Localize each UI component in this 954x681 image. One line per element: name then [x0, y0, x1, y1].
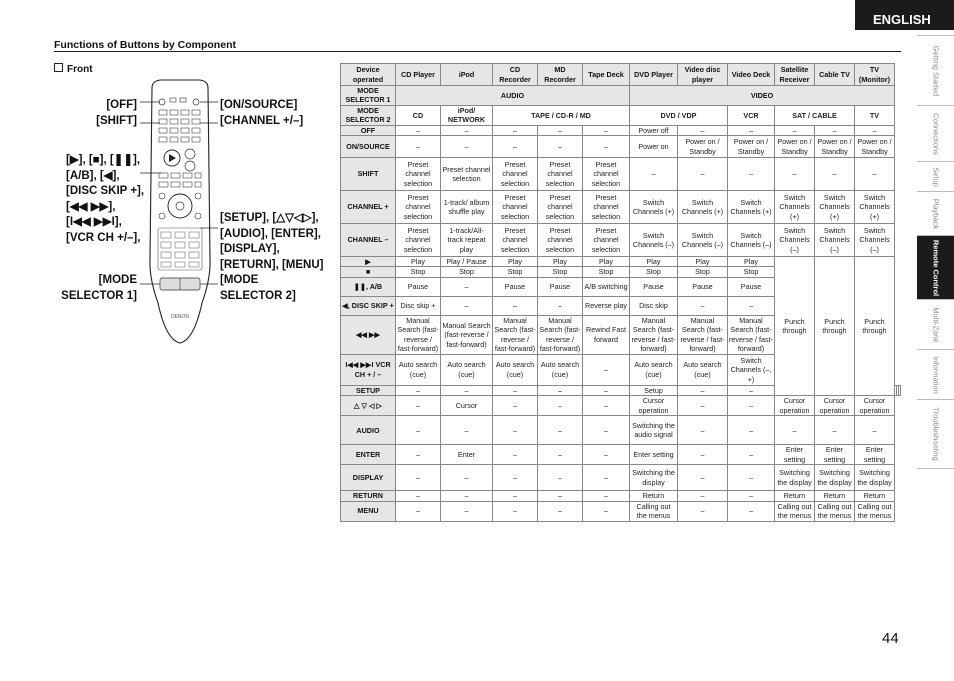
- table-cell: Satellite Receiver: [775, 64, 815, 86]
- title-rule: [54, 51, 901, 52]
- table-cell: Pause: [630, 277, 678, 296]
- table-cell: –: [728, 396, 775, 416]
- button-function-table: [340, 63, 901, 522]
- table-cell: Switching the audio signal: [630, 416, 678, 445]
- table-cell: Punch through: [815, 257, 855, 396]
- table-cell: VCR: [728, 105, 775, 125]
- side-tab-information[interactable]: [917, 349, 954, 399]
- table-cell: Manual Search (fast-reverse / fast-forward): [441, 315, 493, 354]
- table-cell: Cursor operation: [855, 396, 895, 416]
- table-cell: Preset channel selection: [493, 191, 538, 224]
- table-row: [341, 445, 901, 465]
- table-cell: –: [583, 125, 630, 135]
- table-cell: Punch through: [775, 257, 815, 396]
- table-cell: –: [678, 296, 728, 315]
- table-cell: iPod/ NETWORK: [441, 105, 493, 125]
- side-tab-getting-started[interactable]: [917, 35, 954, 105]
- table-cell: Enter setting: [630, 445, 678, 465]
- table-cell: Auto search (cue): [493, 354, 538, 385]
- table-cell: –: [493, 416, 538, 445]
- table-cell: –: [630, 158, 678, 191]
- table-cell: Preset channel selection: [583, 191, 630, 224]
- table-cell: A/B switching: [583, 277, 630, 296]
- table-cell: –: [396, 125, 441, 135]
- table-cell: Preset channel selection: [493, 158, 538, 191]
- table-cell: Enter setting: [815, 445, 855, 465]
- table-cell: Preset channel selection: [493, 224, 538, 257]
- table-row-label: ◀◀ ▶▶: [341, 315, 396, 354]
- table-cell: Return: [855, 491, 895, 501]
- table-cell: –: [678, 385, 728, 395]
- table-cell: Play: [538, 257, 583, 267]
- table-cell: –: [396, 491, 441, 501]
- table-cell: –: [396, 465, 441, 491]
- table-cell: Preset channel selection: [538, 224, 583, 257]
- table-cell: Calling out the menus: [630, 501, 678, 521]
- table-row: [341, 86, 901, 106]
- table-cell: Manual Search (fast-reverse / fast-forward): [494, 316, 536, 354]
- table-cell: –: [538, 385, 583, 395]
- table-cell: Preset channel selection: [396, 158, 441, 191]
- table-cell: –: [678, 416, 728, 445]
- section-title: Functions of Buttons by Component: [54, 39, 236, 51]
- table-cell: –: [538, 416, 583, 445]
- table-cell: Switch Channels (–): [728, 224, 775, 257]
- table-cell: –: [396, 136, 441, 158]
- table-row: [341, 191, 901, 224]
- table-cell: Tape Deck: [583, 64, 630, 86]
- button-function-table-wrap: [340, 63, 901, 522]
- table-cell: TV (Monitor): [855, 64, 895, 86]
- table-cell: –: [775, 158, 815, 191]
- table-cell: –: [583, 354, 630, 385]
- table-cell: –: [493, 445, 538, 465]
- table-row: [341, 158, 901, 191]
- callout-transport-line: [VCR CH +/–],: [66, 231, 141, 244]
- table-cell: –: [396, 416, 441, 445]
- table-cell: Stop: [630, 267, 678, 277]
- table-cell: Preset channel selection: [441, 158, 493, 191]
- table-row: [341, 396, 901, 416]
- table-cell: –: [493, 465, 538, 491]
- table-row-label: ON/SOURCE: [341, 136, 396, 158]
- table-cell: AUDIO: [396, 86, 630, 106]
- table-cell: –: [855, 158, 895, 191]
- callout-on-source: [ON/SOURCE]: [220, 99, 298, 111]
- table-cell: –: [728, 416, 775, 445]
- table-cell: –: [493, 125, 538, 135]
- callout-transport-line: [A/B], [◀],: [66, 169, 120, 182]
- table-cell: Switch Channels (–): [630, 224, 678, 257]
- table-cell: Switching the display: [630, 465, 678, 491]
- callout-mode1-line: SELECTOR 1]: [61, 289, 137, 302]
- callout-transport-line: [I◀◀ ▶▶I],: [66, 216, 122, 228]
- table-cell: DVD Player: [630, 64, 678, 86]
- table-cell: –: [493, 385, 538, 395]
- table-cell: Cursor: [441, 396, 493, 416]
- table-cell: Manual Search (fast-reverse / fast-forward): [397, 316, 439, 354]
- table-cell: –: [728, 445, 775, 465]
- table-cell: –: [815, 125, 855, 135]
- side-tab-remote-control[interactable]: [917, 235, 954, 299]
- table-row-label: SHIFT: [341, 158, 396, 191]
- table-cell: –: [441, 385, 493, 395]
- table-cell: –: [538, 465, 583, 491]
- table-cell: –: [493, 296, 538, 315]
- table-cell: Enter setting: [775, 445, 815, 465]
- table-cell: Play: [630, 257, 678, 267]
- table-cell: –: [538, 125, 583, 135]
- table-cell: Switching the display: [775, 465, 815, 491]
- table-cell: Enter setting: [855, 445, 895, 465]
- table-cell: –: [441, 277, 493, 296]
- table-cell: Pause: [678, 277, 728, 296]
- table-cell: 1-track/All- track repeat play: [441, 224, 493, 257]
- table-cell: Switch Channels (+): [630, 191, 678, 224]
- table-cell: Play: [493, 257, 538, 267]
- table-row: [341, 136, 901, 158]
- table-cell: Power on: [630, 136, 678, 158]
- table-cell: iPod: [441, 64, 493, 86]
- table-cell: Setup: [630, 385, 678, 395]
- side-tab-label: Getting Started: [931, 45, 940, 96]
- table-cell: TV: [855, 105, 895, 125]
- table-cell: –: [728, 491, 775, 501]
- table-cell: Stop: [538, 267, 583, 277]
- table-cell: Pause: [538, 277, 583, 296]
- table-cell: –: [678, 158, 728, 191]
- table-cell: Stop: [728, 267, 775, 277]
- table-cell: –: [441, 125, 493, 135]
- table-cell: Video Deck: [728, 64, 775, 86]
- front-label-text: Front: [67, 64, 93, 75]
- table-cell: Preset channel selection: [538, 158, 583, 191]
- table-cell: Manual Search (fast-reverse / fast-forward): [630, 315, 678, 354]
- table-cell: Power off: [630, 125, 678, 135]
- table-cell: –: [538, 445, 583, 465]
- table-cell: –: [728, 296, 775, 315]
- table-cell: –: [728, 158, 775, 191]
- table-cell: Switch Channels (+): [815, 191, 855, 224]
- table-cell: 1-track/ album shuffle play: [441, 191, 493, 224]
- table-row: [341, 491, 901, 501]
- table-row-label: ❚❚, A/B: [341, 277, 396, 296]
- callout-transport-line: [◀◀ ▶▶],: [66, 200, 116, 213]
- table-cell: Switch Channels (–): [775, 224, 815, 257]
- remote-control-illustration: [140, 78, 220, 348]
- callout-mode2-line: SELECTOR 2]: [220, 289, 296, 302]
- table-cell: Stop: [396, 267, 441, 277]
- table-cell: –: [493, 136, 538, 158]
- table-cell: Cable TV: [815, 64, 855, 86]
- table-row-label: MENU: [341, 501, 396, 521]
- table-cell: Pause: [396, 277, 441, 296]
- table-cell: Calling out the menus: [815, 501, 855, 521]
- table-cell: Preset channel selection: [396, 191, 441, 224]
- table-cell: Rewind Fast forward: [583, 315, 630, 354]
- table-cell: –: [583, 136, 630, 158]
- table-cell: Pause: [493, 277, 538, 296]
- table-cell: –: [396, 396, 441, 416]
- table-cell: –: [775, 416, 815, 445]
- table-cell: Switch Channels (+): [678, 191, 728, 224]
- table-row-label: △ ▽ ◁ ▷: [341, 396, 396, 416]
- table-row: [341, 501, 901, 521]
- side-tab-label: Playback: [931, 198, 940, 229]
- table-cell: Power on / Standby: [775, 136, 815, 158]
- side-tab-multi-zone[interactable]: [917, 299, 954, 349]
- table-row-label: RETURN: [341, 491, 396, 501]
- table-row: [341, 257, 901, 267]
- table-cell: Stop: [678, 267, 728, 277]
- table-cell: Preset channel selection: [538, 191, 583, 224]
- table-cell: TAPE / CD-R / MD: [493, 105, 630, 125]
- table-cell: Power on / Standby: [728, 136, 775, 158]
- table-cell: –: [538, 296, 583, 315]
- table-cell: –: [815, 158, 855, 191]
- table-cell: –: [441, 491, 493, 501]
- table-cell: –: [493, 396, 538, 416]
- table-row-label: AUDIO: [341, 416, 396, 445]
- table-cell: –: [396, 445, 441, 465]
- table-row: [341, 105, 901, 125]
- table-cell: Play: [678, 257, 728, 267]
- remote-brand-text: DENON: [170, 314, 190, 320]
- language-tab: ENGLISH: [855, 0, 954, 30]
- table-cell: Power on / Standby: [815, 136, 855, 158]
- table-cell: –: [441, 465, 493, 491]
- table-cell: Auto search (cue): [538, 354, 583, 385]
- table-cell: DVD / VDP: [630, 105, 728, 125]
- table-cell: –: [538, 136, 583, 158]
- callout-mode-selector-1: [60, 273, 137, 304]
- table-cell: Power on / Standby: [855, 136, 895, 158]
- table-cell: Play: [396, 257, 441, 267]
- table-cell: Switch Channels (–, +): [728, 354, 775, 385]
- table-cell: –: [678, 445, 728, 465]
- table-cell: Auto search (cue): [441, 354, 493, 385]
- table-cell: Switch Channels (+): [855, 191, 895, 224]
- table-cell: –: [441, 296, 493, 315]
- table-cell: Reverse play: [583, 296, 630, 315]
- table-cell: Return: [815, 491, 855, 501]
- table-cell: Return: [775, 491, 815, 501]
- table-row: [341, 416, 901, 445]
- table-row-label: OFF: [341, 125, 396, 135]
- callout-setup-line: [DISPLAY],: [220, 243, 280, 255]
- table-cell: –: [583, 416, 630, 445]
- table-cell: –: [441, 136, 493, 158]
- table-cell: –: [855, 125, 895, 135]
- side-tab-connections[interactable]: [917, 105, 954, 161]
- table-cell: –: [441, 416, 493, 445]
- table-cell: MD Recorder: [538, 64, 583, 86]
- side-tab-label: Connections: [931, 112, 940, 155]
- table-cell: Switch Channels (+): [728, 191, 775, 224]
- table-cell: Preset channel selection: [583, 158, 630, 191]
- side-tab-troubleshooting[interactable]: [917, 399, 954, 469]
- table-row-label: ◀, DISC SKIP +: [341, 296, 396, 315]
- table-cell: Switch Channels (–): [815, 224, 855, 257]
- table-cell: –: [583, 465, 630, 491]
- table-row-label: DISPLAY: [341, 465, 396, 491]
- side-tab-label: Setup: [931, 166, 940, 187]
- table-cell: Video disc player: [678, 64, 728, 86]
- table-row-label: Device operated: [341, 64, 396, 86]
- table-cell: Play: [583, 257, 630, 267]
- front-label: [54, 63, 93, 75]
- table-row-label: CHANNEL +: [341, 191, 396, 224]
- table-cell: Cursor operation: [775, 396, 815, 416]
- table-cell: Manual Search (fast-reverse / fast-forward): [678, 315, 728, 354]
- side-tab-label: Multi-Zone: [931, 306, 940, 343]
- table-cell: –: [396, 385, 441, 395]
- callout-transport: [66, 153, 144, 246]
- callout-channel: [CHANNEL +/–]: [220, 114, 304, 127]
- table-cell: [899, 385, 901, 395]
- table-cell: Enter: [441, 445, 493, 465]
- table-row-label: ENTER: [341, 445, 396, 465]
- callout-transport-line: [DISC SKIP +],: [66, 185, 145, 197]
- table-row-label: ▶: [341, 257, 396, 267]
- table-cell: CD Recorder: [493, 64, 538, 86]
- table-cell: –: [538, 501, 583, 521]
- callout-setup-line: [AUDIO], [ENTER],: [220, 227, 321, 240]
- callout-setup-line: [RETURN], [MENU]: [220, 258, 324, 271]
- table-cell: –: [396, 501, 441, 521]
- table-cell: –: [728, 125, 775, 135]
- table-cell: –: [678, 465, 728, 491]
- table-cell: Switching the display: [855, 465, 895, 491]
- table-cell: –: [583, 491, 630, 501]
- table-cell: Calling out the menus: [855, 501, 895, 521]
- table-cell: Switch Channels (–): [678, 224, 728, 257]
- checkbox-bullet-icon: [54, 63, 63, 72]
- table-cell: Auto search (cue): [396, 354, 441, 385]
- side-tab-label: Troubleshooting: [931, 407, 940, 461]
- table-cell: Auto search (cue): [678, 354, 728, 385]
- callout-transport-line: [▶], [■], [❚❚],: [66, 154, 141, 166]
- table-cell: Power on / Standby: [678, 136, 728, 158]
- callout-mode-selector-2: [220, 273, 296, 304]
- side-tab-nav: [917, 35, 954, 469]
- table-cell: Pause: [728, 277, 775, 296]
- table-cell: Switch Channels (+): [775, 191, 815, 224]
- table-cell: –: [815, 416, 855, 445]
- table-cell: Manual Search (fast-reverse / fast-forward): [539, 316, 581, 354]
- table-row: [341, 224, 901, 257]
- table-cell: –: [775, 125, 815, 135]
- table-cell: Cursor operation: [815, 396, 855, 416]
- table-cell: Stop: [441, 267, 493, 277]
- table-cell: –: [678, 491, 728, 501]
- table-cell: Play: [728, 257, 775, 267]
- callout-off: [OFF]: [106, 99, 137, 111]
- table-cell: –: [583, 396, 630, 416]
- table-cell: –: [728, 465, 775, 491]
- table-cell: CD Player: [396, 64, 441, 86]
- table-cell: –: [583, 385, 630, 395]
- table-cell: Preset channel selection: [396, 224, 441, 257]
- table-cell: –: [538, 491, 583, 501]
- callout-shift: [SHIFT]: [96, 114, 137, 127]
- table-row-label: I◀◀ ▶▶I VCR CH + / –: [341, 354, 396, 385]
- table-cell: Stop: [583, 267, 630, 277]
- table-cell: –: [583, 445, 630, 465]
- table-row-label: SETUP: [341, 385, 396, 395]
- table-row-label: ■: [341, 267, 396, 277]
- table-row-label: MODE SELECTOR 1: [341, 86, 396, 106]
- table-cell: –: [678, 125, 728, 135]
- callout-setup-line: [SETUP], [△▽◁▷],: [220, 212, 319, 224]
- table-cell: Manual Search (fast-reverse / fast-forward): [729, 316, 773, 354]
- table-cell: –: [538, 396, 583, 416]
- table-cell: Disc skip: [630, 296, 678, 315]
- table-cell: Switching the display: [815, 465, 855, 491]
- callout-mode1-line: [MODE: [98, 274, 137, 286]
- table-cell: –: [583, 501, 630, 521]
- page-number: 44: [882, 630, 899, 647]
- table-row-label: MODE SELECTOR 2: [341, 105, 396, 125]
- callout-setup-group: [220, 211, 323, 273]
- table-cell: Preset channel selection: [583, 224, 630, 257]
- side-tab-playback[interactable]: [917, 191, 954, 235]
- table-cell: SAT / CABLE: [775, 105, 855, 125]
- table-cell: –: [678, 501, 728, 521]
- table-cell: Switch Channels (–): [855, 224, 895, 257]
- side-tab-setup[interactable]: [917, 161, 954, 191]
- table-cell: Punch through: [855, 257, 895, 396]
- table-cell: Disc skip +: [396, 296, 441, 315]
- table-cell: Stop: [493, 267, 538, 277]
- table-cell: –: [493, 501, 538, 521]
- callout-mode2-line: [MODE: [220, 274, 259, 286]
- table-cell: –: [728, 501, 775, 521]
- table-cell: –: [493, 491, 538, 501]
- table-cell: –: [441, 501, 493, 521]
- table-row: [341, 64, 901, 86]
- table-cell: VIDEO: [630, 86, 895, 106]
- table-row-label: CHANNEL –: [341, 224, 396, 257]
- callout-on-channel: [220, 98, 303, 129]
- table-cell: Calling out the menus: [775, 501, 815, 521]
- table-cell: Play / Pause: [441, 257, 493, 267]
- callout-off-shift: [70, 98, 137, 129]
- table-cell: Auto search (cue): [630, 354, 678, 385]
- table-cell: –: [855, 416, 895, 445]
- table-row: [341, 465, 901, 491]
- table-cell: Cursor operation: [630, 396, 678, 416]
- table-cell: Return: [630, 491, 678, 501]
- table-cell: –: [728, 385, 775, 395]
- side-tab-label: Information: [931, 355, 940, 394]
- table-cell: CD: [396, 105, 441, 125]
- side-tab-label: Remote Control: [931, 239, 940, 296]
- table-row: [341, 125, 901, 135]
- table-cell: –: [678, 396, 728, 416]
